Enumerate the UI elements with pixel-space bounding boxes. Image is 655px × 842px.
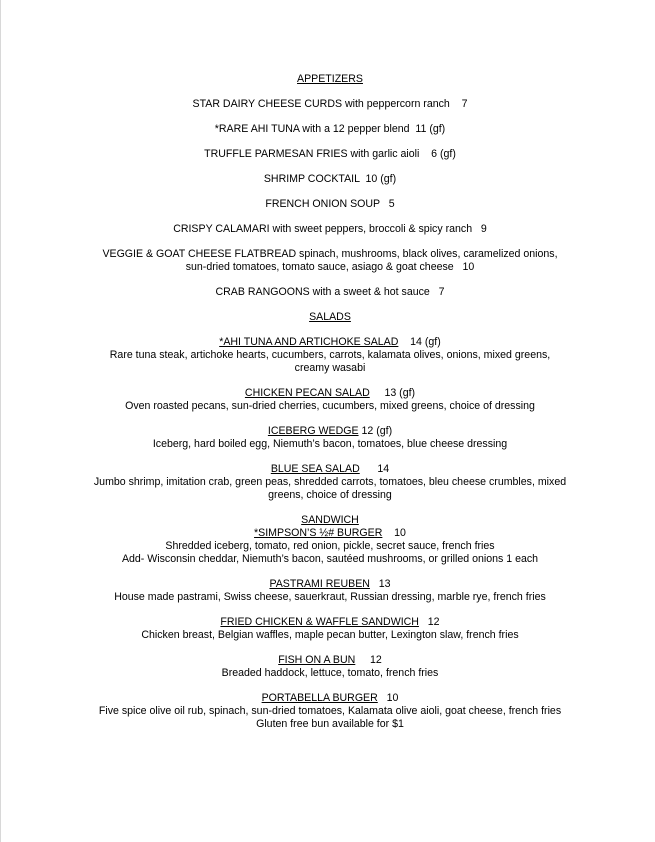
dish-name: PASTRAMI REUBEN [269,578,370,590]
dish-name: ICEBERG WEDGE [267,425,359,437]
menu-content [91,73,569,731]
sandwich-item [91,527,569,566]
dish-name: PORTABELLA BURGER [261,692,378,704]
dish-name: BLUE SEA SALAD [270,463,360,475]
sandwich-item [91,578,569,604]
dish-description: Iceberg, hard boiled egg, Niemuth’s bacon, tomatoes, blue cheese dressing [152,438,508,450]
dish-price: 14 (gf) [398,336,441,348]
appetizer-item: VEGGIE & GOAT CHEESE FLATBREAD spinach, mushrooms, black olives, caramelized onions, sun-dried tomatoes, tomato sauce, asiago & goat cheese 10 [102,248,561,273]
dish-description: Five spice olive oil rub, spinach, sun-dried tomatoes, Kalamata olive aioli, goat cheese, french fries [98,705,562,717]
appetizer-item: *RARE AHI TUNA with a 12 pepper blend 11 (gf) [214,123,446,135]
dish-description: Chicken breast, Belgian waffles, maple pecan butter, Lexington slaw, french fries [141,629,519,641]
dish-price: 12 (gf) [358,425,393,437]
appetizer-item: SHRIMP COCKTAIL 10 (gf) [263,173,397,185]
dish-extra: Add- Wisconsin cheddar, Niemuth’s bacon, sautéed mushrooms, or grilled onions 1 each [121,553,539,565]
dish-description: Jumbo shrimp, imitation crab, green peas, shredded carrots, tomatoes, bleu cheese crumbles, mixed greens, choice of dressing [93,476,567,501]
sandwich-item [91,654,569,680]
appetizer-item: CRISPY CALAMARI with sweet peppers, broccoli & spicy ranch 9 [173,223,487,235]
dish-name: *AHI TUNA AND ARTICHOKE SALAD [219,336,399,348]
dish-price: 12 [418,616,440,628]
dish-name: FISH ON A BUN [278,654,356,666]
sandwich-heading: SANDWICH [301,514,359,526]
dish-price: 13 [369,578,391,590]
appetizer-item: FRENCH ONION SOUP 5 [265,198,395,210]
sandwich-item [91,616,569,642]
dish-extra: Gluten free bun available for $1 [256,718,404,730]
dish-price: 12 [355,654,382,666]
appetizer-item: TRUFFLE PARMESAN FRIES with garlic aioli 6 (gf) [204,148,456,160]
dish-description: House made pastrami, Swiss cheese, sauerkraut, Russian dressing, marble rye, french fries [114,591,546,603]
dish-price: 10 [382,527,406,539]
sandwich-item [91,692,569,731]
salad-item [91,463,569,502]
appetizer-item: CRAB RANGOONS with a sweet & hot sauce 7 [215,286,445,298]
salads-heading: SALADS [309,311,351,323]
dish-description: Oven roasted pecans, sun-dried cherries, cucumbers, mixed greens, choice of dressing [125,400,535,412]
salad-item [91,425,569,451]
dish-description: Shredded iceberg, tomato, red onion, pickle, secret sauce, french fries [165,540,495,552]
dish-description: Breaded haddock, lettuce, tomato, french fries [221,667,439,679]
dish-description: Rare tuna steak, artichoke hearts, cucumbers, carrots, kalamata olives, onions, mixed greens, creamy wasabi [109,349,551,374]
dish-price: 13 (gf) [369,387,416,399]
salad-item [91,387,569,413]
appetizer-item: STAR DAIRY CHEESE CURDS with peppercorn ranch 7 [192,98,468,110]
appetizers-heading: APPETIZERS [297,73,363,85]
salad-item [91,336,569,375]
dish-name: FRIED CHICKEN & WAFFLE SANDWICH [220,616,419,628]
dish-price: 10 [377,692,399,704]
dish-price: 14 [359,463,390,475]
dish-name: *SIMPSON’S ½# BURGER [254,527,383,539]
dish-name: CHICKEN PECAN SALAD [244,387,370,399]
